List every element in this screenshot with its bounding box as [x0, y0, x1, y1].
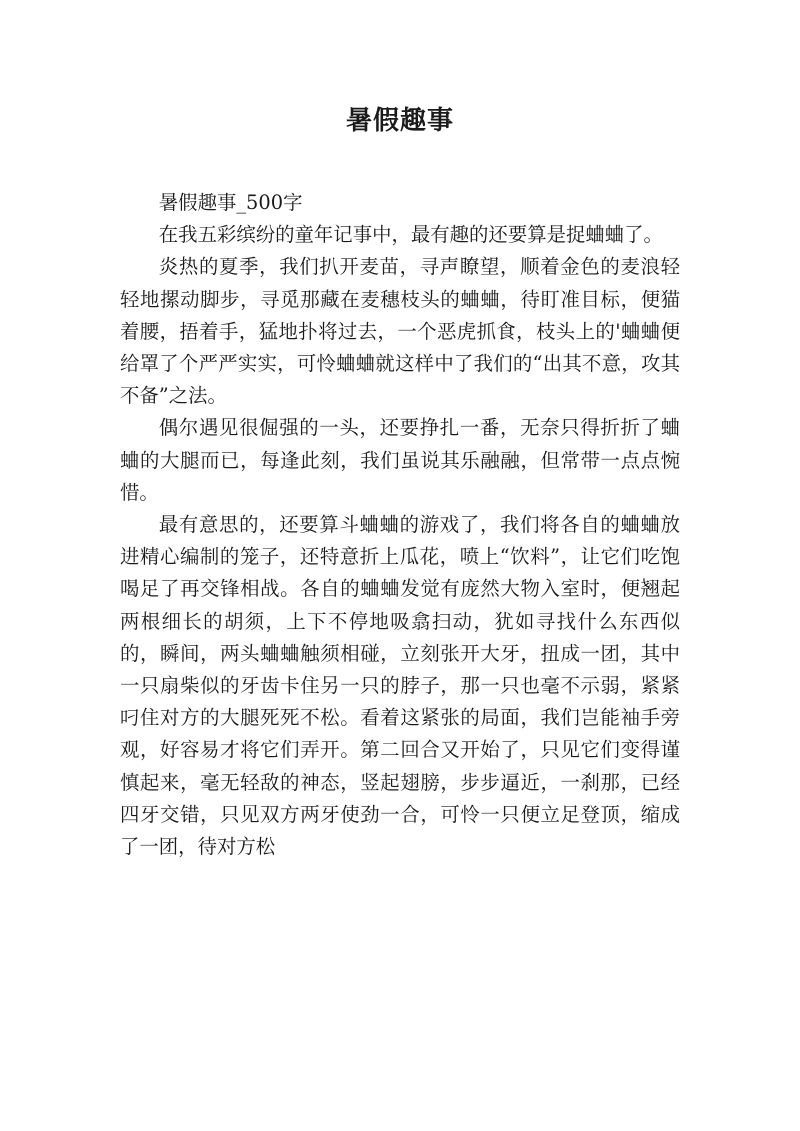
paragraph: 最有意思的，还要算斗蛐蛐的游戏了，我们将各自的蛐蛐放进精心编制的笼子，还特意折上瓜花，喷上“饮料”，让它们吃饱喝足了再交锋相战。各自的蛐蛐发觉有庞然大物入室时，便翘起两根细长的胡须，上下不停地吸翕扫动，犹如寻找什么东西似的，瞬间，两头蛐蛐触须相碰，立刻张开大牙，扭成一团，其中一只扇柴似的牙齿卡住另一只的脖子，那一只也毫不示弱，紧紧叼住对方的大腿死死不松。看着这紧张的局面，我们岂能袖手旁观，好容易才将它们弄开。第二回合又开始了，只见它们变得谨慎起来，毫无轻敌的神态，竖起翅膀，步步逼近，一刹那，已经四牙交错，只见双方两牙使劲一合，可怜一只便立足登顶，缩成了一团，待对方松: [120, 513, 680, 859]
paragraph: 偶尔遇见很倔强的一头，还要挣扎一番，无奈只得折折了蛐蛐的大腿而已，每逢此刻，我们虽说其乐融融，但常带一点点惋惜。: [120, 416, 680, 504]
document-body: [120, 187, 680, 863]
paragraph-subtitle: 暑假趣事_500字: [158, 191, 303, 214]
paragraph: 炎热的夏季，我们扒开麦苗，寻声瞭望，顺着金色的麦浪轻轻地摞动脚步，寻觅那藏在麦穗枝头的蛐蛐，待盯准目标，便猫着腰，捂着手，猛地扑将过去，一个恶虎抓食，枝头上的'蛐蛐便给罩了个严严实实，可怜蛐蛐就这样中了我们的“出其不意，攻其不备”之法。: [120, 255, 680, 408]
paragraph: 在我五彩缤纷的童年记事中，最有趣的还要算是捉蛐蛐了。: [158, 223, 663, 247]
document-title: 暑假趣事: [345, 106, 454, 136]
